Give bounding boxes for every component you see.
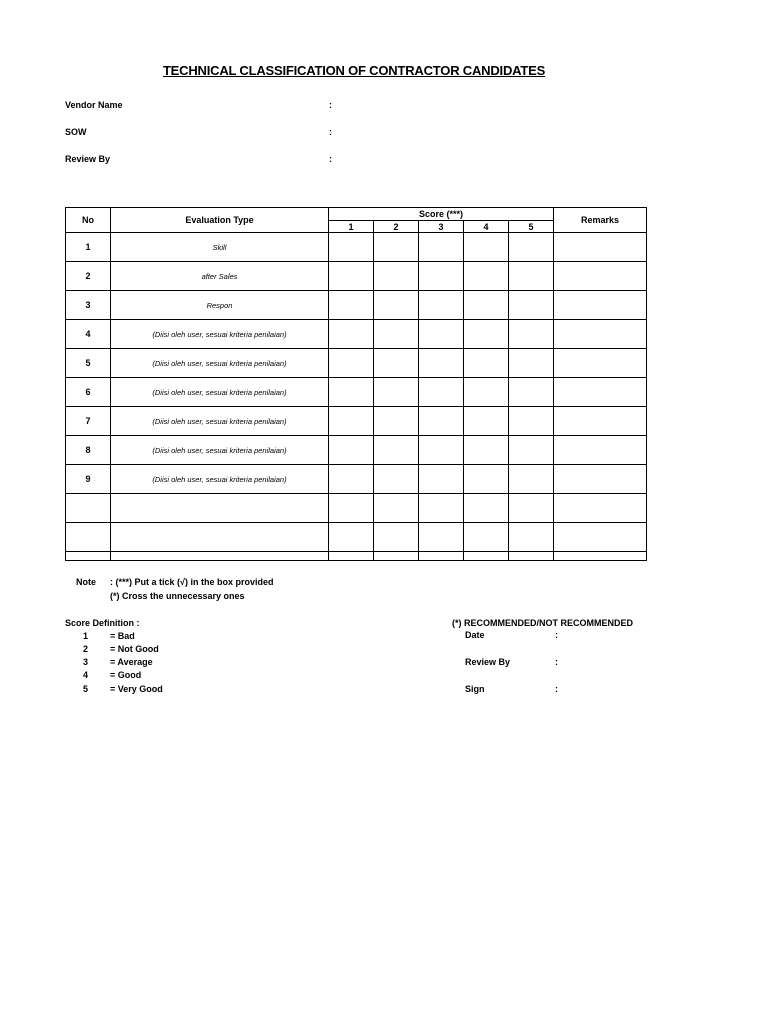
table-row bbox=[66, 233, 647, 262]
score-cell[interactable] bbox=[509, 465, 554, 494]
score-cell[interactable] bbox=[419, 262, 464, 291]
score-def-text: = Not Good bbox=[110, 644, 159, 654]
header-score: Score (***) bbox=[329, 208, 554, 221]
score-cell[interactable] bbox=[509, 407, 554, 436]
score-cell[interactable] bbox=[329, 552, 374, 561]
score-cell[interactable] bbox=[509, 436, 554, 465]
score-def-number: 4 bbox=[83, 670, 89, 680]
table-row bbox=[66, 349, 647, 378]
score-cell[interactable] bbox=[374, 291, 419, 320]
score-col-3: 3 bbox=[419, 221, 464, 233]
score-cell[interactable] bbox=[419, 320, 464, 349]
score-cell[interactable] bbox=[464, 349, 509, 378]
note-line-1: : (***) Put a tick (√) in the box provided bbox=[110, 577, 274, 587]
score-cell[interactable] bbox=[329, 465, 374, 494]
evaluation-table bbox=[65, 207, 647, 561]
score-cell[interactable] bbox=[374, 378, 419, 407]
table-row bbox=[66, 320, 647, 349]
row-evaluation-type: (Diisi oleh user, sesuai kriteria penilaian) bbox=[111, 320, 329, 349]
reviewer-label: Review By bbox=[465, 657, 511, 667]
date-colon: : bbox=[555, 630, 558, 640]
table-row bbox=[66, 436, 647, 465]
review-by-colon: : bbox=[329, 154, 332, 164]
row-number: 5 bbox=[66, 349, 111, 378]
score-cell[interactable] bbox=[329, 407, 374, 436]
score-cell[interactable] bbox=[374, 349, 419, 378]
row-number: 7 bbox=[66, 407, 111, 436]
row-number: 1 bbox=[66, 233, 111, 262]
score-col-4: 4 bbox=[464, 221, 509, 233]
score-cell[interactable] bbox=[464, 233, 509, 262]
row-number: 2 bbox=[66, 262, 111, 291]
table-row bbox=[66, 465, 647, 494]
score-cell[interactable] bbox=[374, 407, 419, 436]
score-cell[interactable] bbox=[464, 407, 509, 436]
row-number: 8 bbox=[66, 436, 111, 465]
row-number: 6 bbox=[66, 378, 111, 407]
score-cell[interactable] bbox=[329, 291, 374, 320]
row-number bbox=[66, 523, 111, 552]
score-def-text: = Average bbox=[110, 657, 153, 667]
score-cell[interactable] bbox=[329, 320, 374, 349]
score-cell[interactable] bbox=[419, 291, 464, 320]
remarks-cell[interactable] bbox=[554, 349, 647, 378]
remarks-cell[interactable] bbox=[554, 291, 647, 320]
score-cell[interactable] bbox=[419, 407, 464, 436]
score-def-number: 1 bbox=[83, 631, 89, 641]
score-cell[interactable] bbox=[419, 465, 464, 494]
score-cell[interactable] bbox=[419, 552, 464, 561]
sign-label: Sign bbox=[465, 684, 485, 694]
score-cell[interactable] bbox=[464, 494, 509, 523]
row-number bbox=[66, 494, 111, 523]
sign-colon: : bbox=[555, 684, 558, 694]
header-no: No bbox=[66, 208, 111, 233]
score-def-text: = Good bbox=[110, 670, 142, 680]
reviewer-colon: : bbox=[555, 657, 558, 667]
score-cell[interactable] bbox=[374, 523, 419, 552]
score-cell[interactable] bbox=[464, 378, 509, 407]
row-number bbox=[66, 552, 111, 561]
score-cell[interactable] bbox=[419, 349, 464, 378]
table-row bbox=[66, 291, 647, 320]
score-cell[interactable] bbox=[329, 523, 374, 552]
score-cell[interactable] bbox=[509, 552, 554, 561]
score-cell[interactable] bbox=[329, 436, 374, 465]
score-cell[interactable] bbox=[509, 494, 554, 523]
score-def-number: 5 bbox=[83, 684, 89, 694]
sow-label: SOW bbox=[65, 127, 87, 137]
row-evaluation-type: (Diisi oleh user, sesuai kriteria penilaian) bbox=[111, 465, 329, 494]
vendor-name-label: Vendor Name bbox=[65, 100, 123, 110]
score-cell[interactable] bbox=[509, 378, 554, 407]
table-row bbox=[66, 494, 647, 523]
score-cell[interactable] bbox=[374, 494, 419, 523]
score-def-text: = Very Good bbox=[110, 684, 163, 694]
score-cell[interactable] bbox=[509, 523, 554, 552]
remarks-cell[interactable] bbox=[554, 320, 647, 349]
table-row bbox=[66, 407, 647, 436]
score-cell[interactable] bbox=[464, 291, 509, 320]
vendor-name-colon: : bbox=[329, 100, 332, 110]
score-col-1: 1 bbox=[329, 221, 374, 233]
table-row bbox=[66, 378, 647, 407]
score-cell[interactable] bbox=[419, 233, 464, 262]
remarks-cell[interactable] bbox=[554, 378, 647, 407]
row-evaluation-type: (Diisi oleh user, sesuai kriteria penilaian) bbox=[111, 349, 329, 378]
row-number: 4 bbox=[66, 320, 111, 349]
remarks-cell[interactable] bbox=[554, 465, 647, 494]
table-row bbox=[66, 552, 647, 561]
table-row bbox=[66, 523, 647, 552]
remarks-cell[interactable] bbox=[554, 552, 647, 561]
remarks-cell[interactable] bbox=[554, 262, 647, 291]
date-label: Date bbox=[465, 630, 485, 640]
score-cell[interactable] bbox=[509, 320, 554, 349]
remarks-cell[interactable] bbox=[554, 407, 647, 436]
row-evaluation-type: (Diisi oleh user, sesuai kriteria penilaian) bbox=[111, 436, 329, 465]
score-cell[interactable] bbox=[329, 262, 374, 291]
row-evaluation-type: Respon bbox=[111, 291, 329, 320]
remarks-cell[interactable] bbox=[554, 436, 647, 465]
score-cell[interactable] bbox=[419, 436, 464, 465]
score-cell[interactable] bbox=[419, 523, 464, 552]
score-cell[interactable] bbox=[374, 436, 419, 465]
row-evaluation-type bbox=[111, 494, 329, 523]
score-def-number: 3 bbox=[83, 657, 89, 667]
score-cell[interactable] bbox=[509, 262, 554, 291]
header-remarks: Remarks bbox=[554, 208, 647, 233]
form-title: TECHNICAL CLASSIFICATION OF CONTRACTOR CANDIDATES bbox=[162, 63, 546, 78]
review-by-label: Review By bbox=[65, 154, 111, 164]
sow-colon: : bbox=[329, 127, 332, 137]
remarks-cell[interactable] bbox=[554, 494, 647, 523]
score-cell[interactable] bbox=[464, 320, 509, 349]
score-cell[interactable] bbox=[509, 291, 554, 320]
score-cell[interactable] bbox=[509, 349, 554, 378]
score-cell[interactable] bbox=[374, 552, 419, 561]
remarks-cell[interactable] bbox=[554, 523, 647, 552]
remarks-cell[interactable] bbox=[554, 233, 647, 262]
score-cell[interactable] bbox=[329, 349, 374, 378]
score-cell[interactable] bbox=[329, 378, 374, 407]
row-evaluation-type: after Sales bbox=[111, 262, 329, 291]
score-cell[interactable] bbox=[374, 262, 419, 291]
score-col-5: 5 bbox=[509, 221, 554, 233]
row-number: 3 bbox=[66, 291, 111, 320]
score-cell[interactable] bbox=[329, 233, 374, 262]
score-cell[interactable] bbox=[464, 262, 509, 291]
row-evaluation-type bbox=[111, 523, 329, 552]
score-cell[interactable] bbox=[509, 233, 554, 262]
score-cell[interactable] bbox=[464, 523, 509, 552]
score-cell[interactable] bbox=[374, 465, 419, 494]
score-col-2: 2 bbox=[374, 221, 419, 233]
row-evaluation-type bbox=[111, 552, 329, 561]
header-evaluation-type: Evaluation Type bbox=[111, 208, 329, 233]
score-cell[interactable] bbox=[374, 320, 419, 349]
recommendation-title: (*) RECOMMENDED/NOT RECOMMENDED bbox=[452, 618, 633, 628]
note-line-2: (*) Cross the unnecessary ones bbox=[110, 591, 245, 601]
score-cell[interactable] bbox=[329, 494, 374, 523]
score-cell[interactable] bbox=[464, 552, 509, 561]
score-cell[interactable] bbox=[419, 494, 464, 523]
table-row bbox=[66, 262, 647, 291]
score-cell[interactable] bbox=[464, 436, 509, 465]
row-evaluation-type: (Diisi oleh user, sesuai kriteria penilaian) bbox=[111, 407, 329, 436]
score-cell[interactable] bbox=[374, 233, 419, 262]
score-cell[interactable] bbox=[464, 465, 509, 494]
note-label: Note bbox=[76, 577, 96, 587]
row-evaluation-type: Skill bbox=[111, 233, 329, 262]
score-def-text: = Bad bbox=[110, 631, 135, 641]
score-definition-title: Score Definition : bbox=[65, 618, 140, 628]
row-evaluation-type: (Diisi oleh user, sesuai kriteria penilaian) bbox=[111, 378, 329, 407]
row-number: 9 bbox=[66, 465, 111, 494]
score-def-number: 2 bbox=[83, 644, 89, 654]
score-cell[interactable] bbox=[419, 378, 464, 407]
